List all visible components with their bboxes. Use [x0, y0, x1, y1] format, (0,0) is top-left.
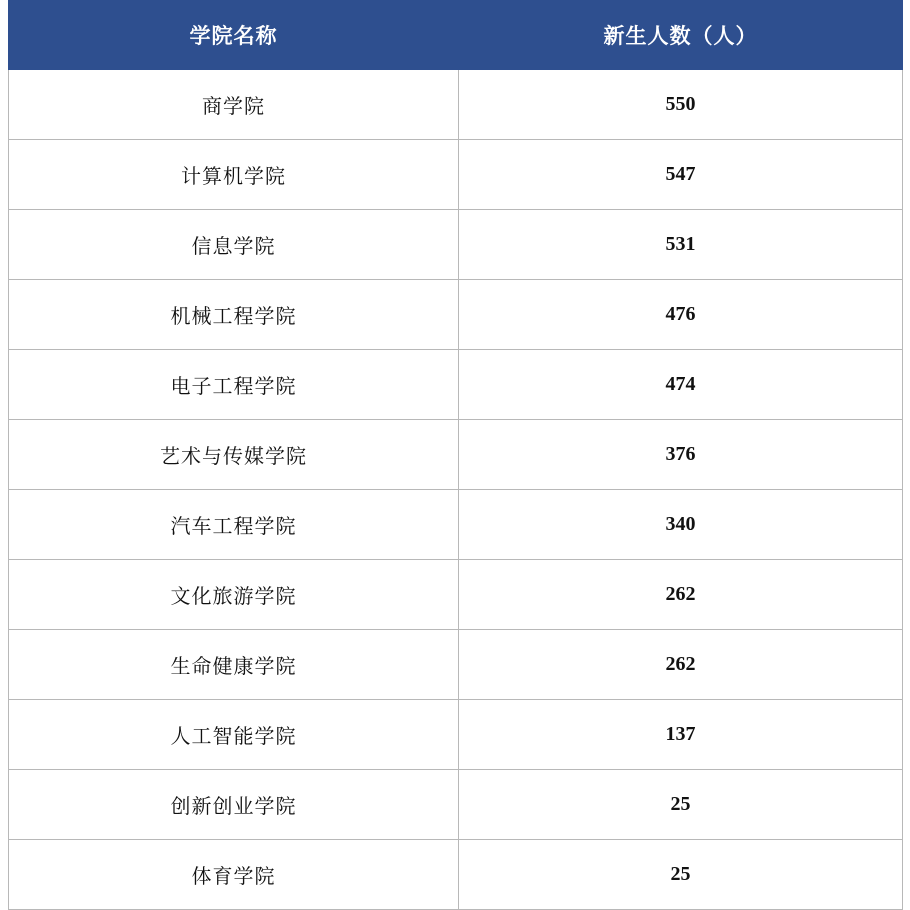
table-body: [9, 70, 903, 910]
enrollment-table: [8, 0, 903, 910]
cell-college-name: 汽车工程学院: [9, 490, 459, 560]
table-row: [9, 770, 903, 840]
table-row: [9, 840, 903, 910]
table-row: [9, 490, 903, 560]
cell-student-count: 474: [459, 350, 903, 420]
cell-student-count: 531: [459, 210, 903, 280]
column-header-student-count: 新生人数（人）: [459, 1, 903, 70]
table-row: [9, 70, 903, 140]
cell-student-count: 262: [459, 630, 903, 700]
cell-student-count: 262: [459, 560, 903, 630]
cell-college-name: 商学院: [9, 70, 459, 140]
cell-college-name: 体育学院: [9, 840, 459, 910]
cell-college-name: 创新创业学院: [9, 770, 459, 840]
cell-college-name: 计算机学院: [9, 140, 459, 210]
cell-student-count: 376: [459, 420, 903, 490]
table-row: [9, 560, 903, 630]
cell-student-count: 550: [459, 70, 903, 140]
table-row: [9, 210, 903, 280]
cell-student-count: 25: [459, 770, 903, 840]
table-row: [9, 140, 903, 210]
table-row: [9, 350, 903, 420]
table-row: [9, 280, 903, 350]
cell-student-count: 25: [459, 840, 903, 910]
table-row: [9, 700, 903, 770]
column-header-college-name: 学院名称: [9, 1, 459, 70]
cell-college-name: 电子工程学院: [9, 350, 459, 420]
cell-student-count: 547: [459, 140, 903, 210]
cell-college-name: 艺术与传媒学院: [9, 420, 459, 490]
table-row: [9, 420, 903, 490]
cell-student-count: 137: [459, 700, 903, 770]
cell-college-name: 信息学院: [9, 210, 459, 280]
cell-student-count: 340: [459, 490, 903, 560]
table-header: [9, 1, 903, 70]
cell-college-name: 生命健康学院: [9, 630, 459, 700]
cell-college-name: 人工智能学院: [9, 700, 459, 770]
cell-student-count: 476: [459, 280, 903, 350]
table-header-row: [9, 1, 903, 70]
cell-college-name: 机械工程学院: [9, 280, 459, 350]
table-row: [9, 630, 903, 700]
cell-college-name: 文化旅游学院: [9, 560, 459, 630]
